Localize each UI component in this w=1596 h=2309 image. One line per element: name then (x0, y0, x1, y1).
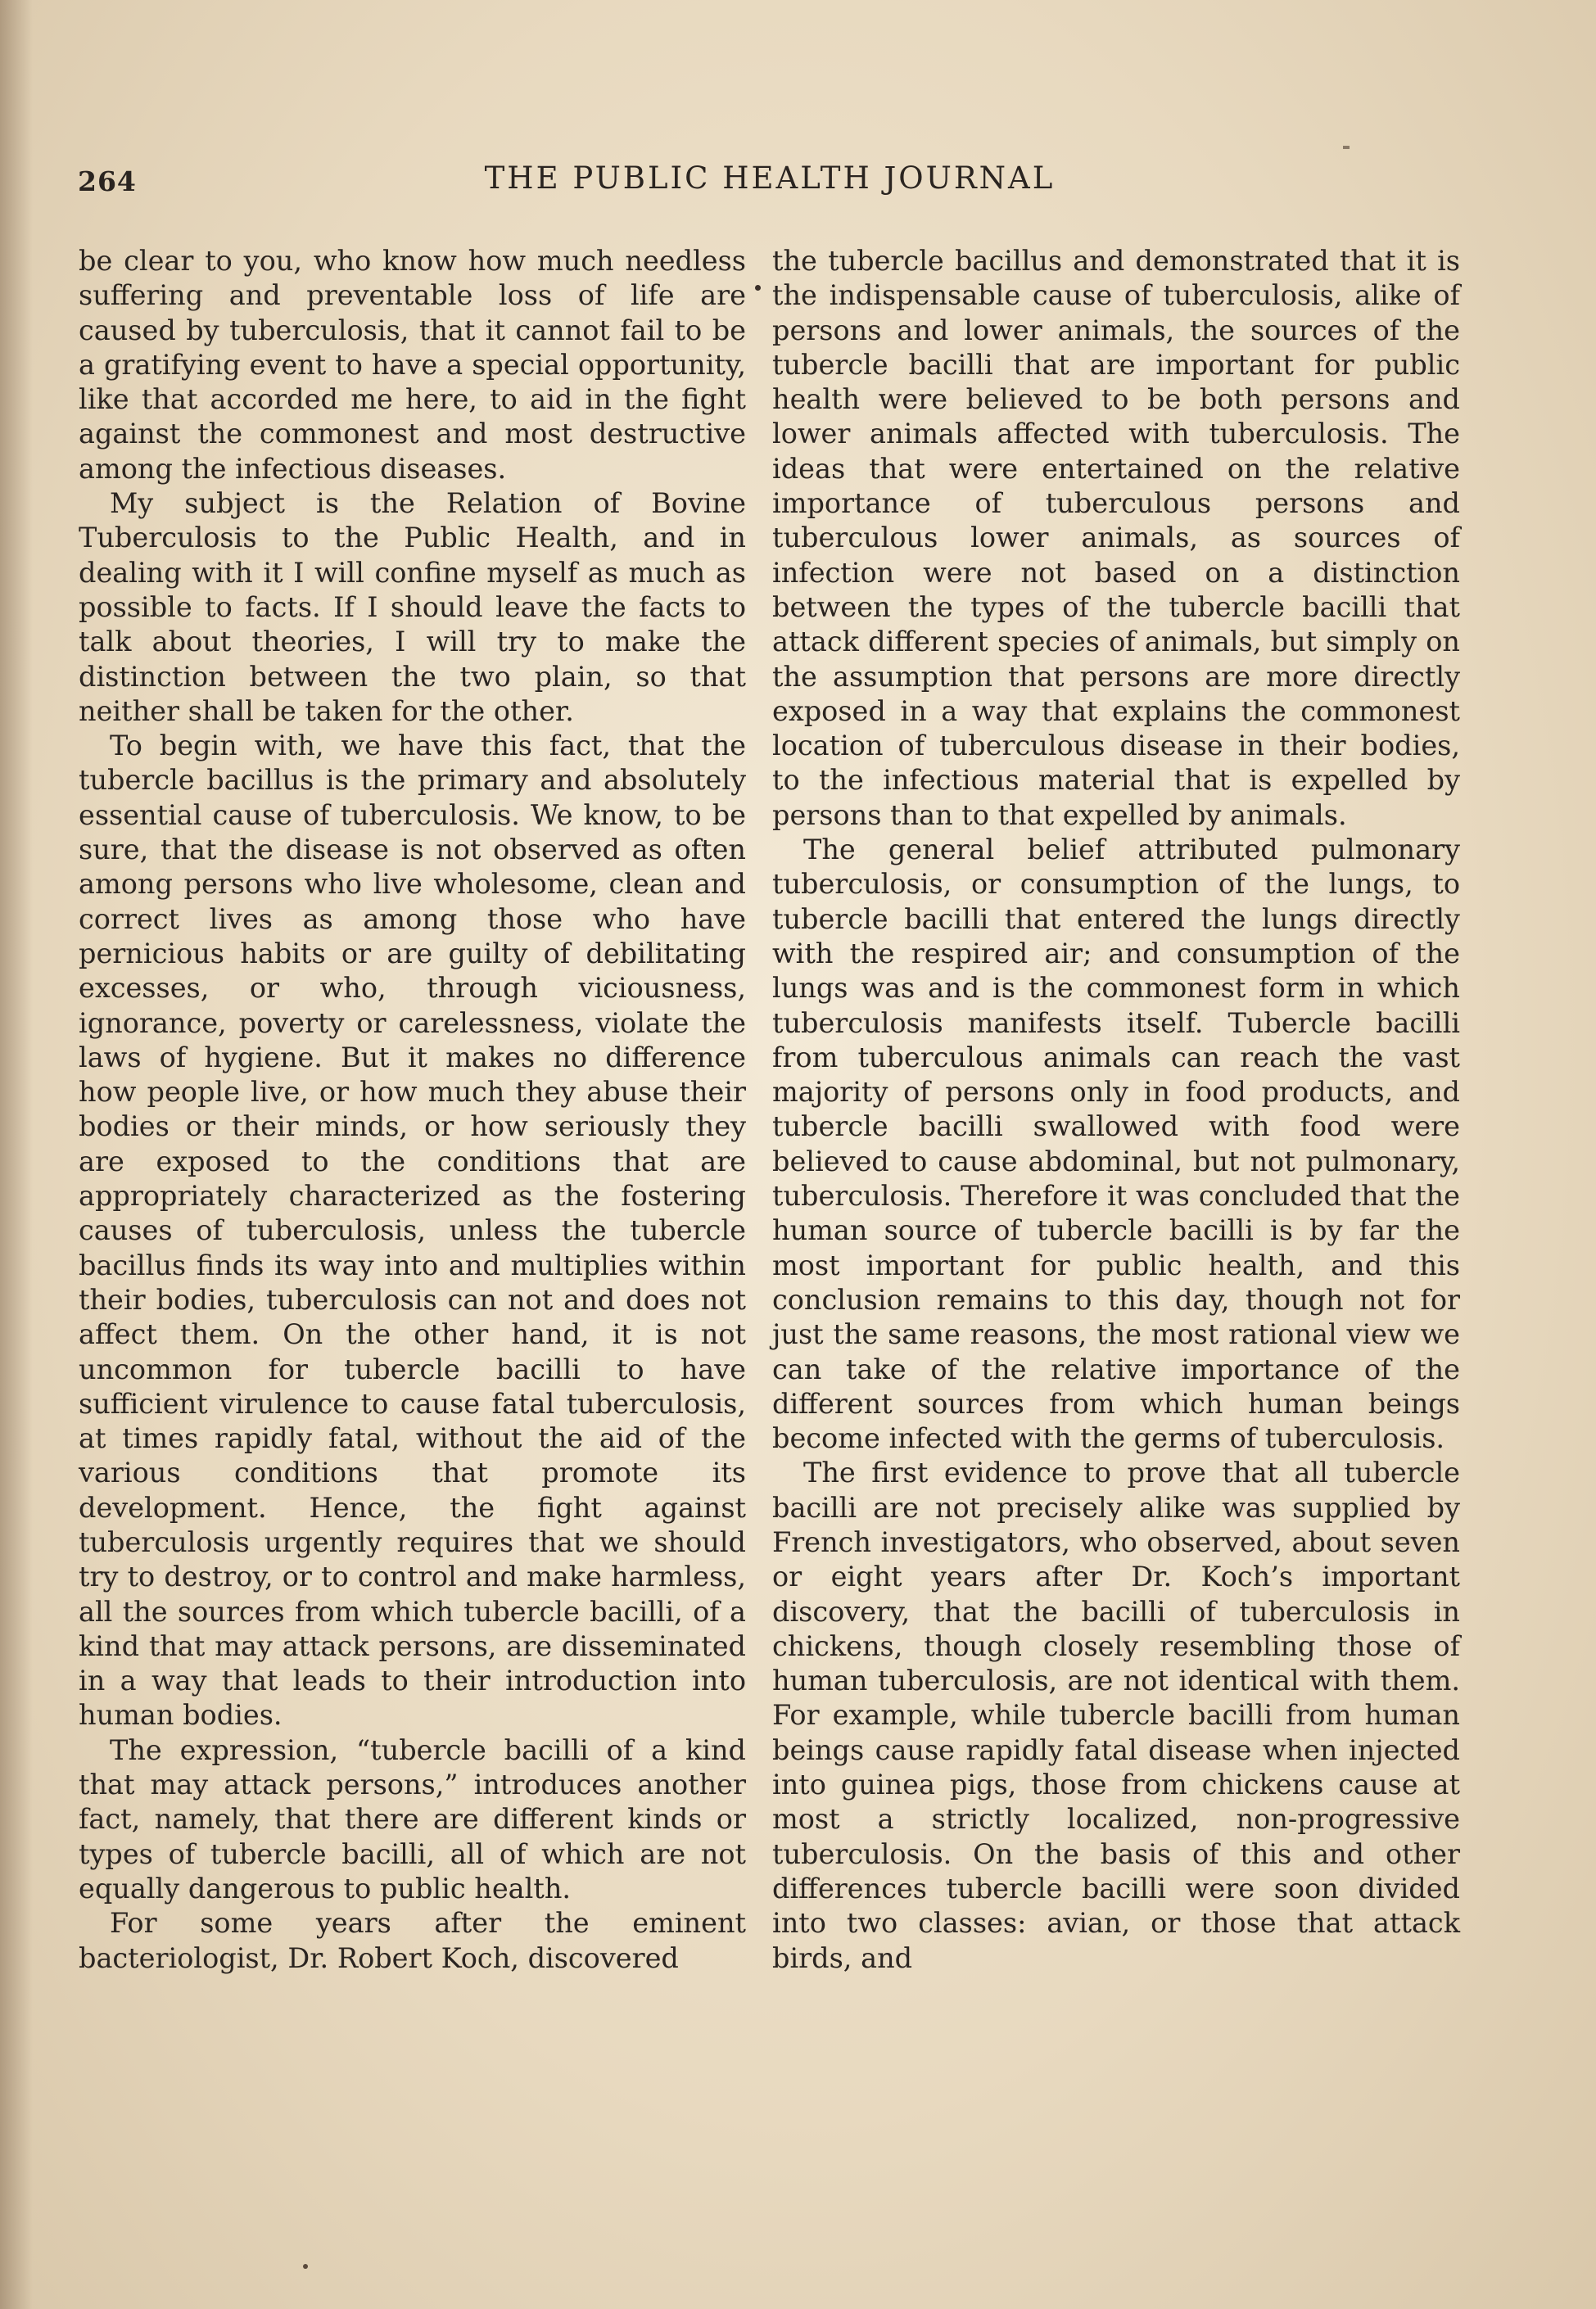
paragraph: be clear to you, who know how much needless suffering and preventable loss of life are caused by tuberculosis, that it cannot fail to be a gratifying event to have a special opportunity, like that accorded me here, to aid in the fight against the commonest and most destructive among the infectious diseases. (79, 245, 746, 485)
paragraph: The first evidence to prove that all tubercle bacilli are not precisely alike was supplied by French investigators, who observed, about seven or eight years after Dr. Koch’s important discovery, that the bacilli of tuberculosis in chickens, though closely resembling those of human tuberculosis, are not identical with them. For example, while tubercle bacilli from human beings cause rapidly fatal disease when injected into guinea pigs, those from chickens cause at most a strictly localized, non-progressive tuberculosis. On the basis of this and other differences tubercle bacilli were soon divided into two classes: avian, or those that attack birds, and (772, 1457, 1460, 1974)
binding-shadow (0, 0, 33, 2309)
paragraph: My subject is the Relation of Bovine Tuberculosis to the Public Health, and in dealing with it I will confine myself as much as possible to facts. If I should leave the facts to talk about theories, I will try to make the distinction between the two plain, so that neither shall be taken for the other. (79, 487, 746, 727)
paragraph: The general belief attributed pulmonary tuberculosis, or consumption of the lungs, to tubercle bacilli that entered the lungs directly with the respired air; and consumption of the lungs was and is the commonest form in which tuberculosis manifests itself. Tubercle bacilli from tuberculous animals can reach the vast majority of persons only in food products, and tubercle bacilli swallowed with food were believed to cause abdominal, but not pulmonary, tuberculosis. Therefore it was concluded that the human source of tubercle bacilli is by far the most important for public health, and this conclusion remains to this day, though not for just the same reasons, the most rational view we can take of the relative importance of the different sources from which human beings become infected with the germs of tuberculosis. (772, 834, 1460, 1455)
running-head: THE PUBLIC HEALTH JOURNAL (484, 160, 1056, 196)
left-column (79, 244, 746, 1976)
paragraph: the tubercle bacillus and demonstrated that it is the indispensable cause of tuberculosis, alike of persons and lower animals, the sources of the tubercle bacilli that are important for public health were believed to be both persons and lower animals affected with tuberculosis. The ideas that were entertained on the relative importance of tuberculous persons and tuberculous lower animals, as sources of infection were not based on a distinction between the types of the tubercle bacilli that attack different species of animals, but simply on the assumption that persons are more directly exposed in a way that explains the commonest location of tuberculous disease in their bodies, to the infectious material that is expelled by persons than to that expelled by animals. (772, 245, 1460, 831)
page-header (78, 160, 1462, 210)
paragraph: For some years after the eminent bacteriologist, Dr. Robert Koch, discovered (79, 1907, 746, 1974)
paper-speck (303, 2264, 308, 2269)
page-number: 264 (78, 165, 137, 197)
paper-speck (1343, 146, 1350, 149)
paragraph: To begin with, we have this fact, that the tubercle bacillus is the primary and absolutely essential cause of tuberculosis. We know, to be sure, that the disease is not observed as often among persons who live wholesome, clean and correct lives as among those who have pernicious habits or are guilty of debilitating excesses, or who, through viciousness, ignorance, poverty or carelessness, violate the laws of hygiene. But it makes no difference how people live, or how much they abuse their bodies or their minds, or how seriously they are exposed to the conditions that are appropriately characterized as the fostering causes of tuberculosis, unless the tubercle bacillus finds its way into and multiplies within their bodies, tuberculosis can not and does not affect them. On the other hand, it is not uncommon for tubercle bacilli to have sufficient virulence to cause fatal tuberculosis, at times rapidly fatal, without the aid of the various conditions that promote its development. Hence, the fight against tuberculosis urgently requires that we should try to destroy, or to control and make harmless, all the sources from which tubercle bacilli, of a kind that may attack persons, are disseminated in a way that leads to their introduction into human bodies. (79, 730, 746, 1732)
right-column (772, 244, 1460, 1976)
margin-mark (755, 285, 761, 291)
paragraph: The expression, “tubercle bacilli of a kind that may attack persons,” introduces another fact, namely, that there are different kinds or types of tubercle bacilli, all of which are not equally dangerous to public health. (79, 1733, 746, 1905)
